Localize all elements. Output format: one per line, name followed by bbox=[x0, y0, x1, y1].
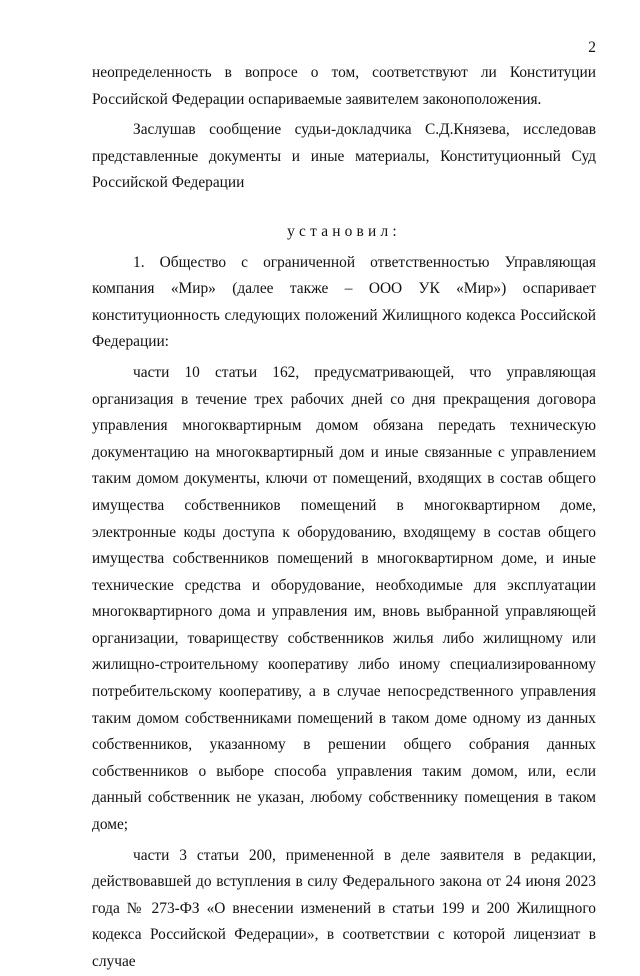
paragraph-article-200: части 3 статьи 200, примененной в деле заявителя в редакции, действовавшей до вступления в силу Федерального закона от 24 июня 2023 года № 273-ФЗ «О внесении изменений в статьи 199 и 200 Жилищного кодекса Российской Федерации», в соответствии с которой лицензиат в случае bbox=[92, 846, 596, 970]
section-heading-established: установил: bbox=[287, 222, 401, 240]
paragraph-hearing: Заслушав сообщение судьи-докладчика С.Д.Князева, исследовав представленные документы и иные материалы, Конституционный Суд Российской Федерации bbox=[92, 121, 596, 192]
document-body bbox=[92, 60, 596, 976]
paragraph-intro-continuation: неопределенность в вопросе о том, соответствуют ли Конституции Российской Федерации оспариваемые заявителем законоположения. bbox=[92, 64, 596, 108]
page-number: 2 bbox=[588, 39, 596, 56]
paragraph-article-162: части 10 статьи 162, предусматривающей, что управляющая организация в течение трех рабочих дней со дня прекращения договора управления многоквартирным домом обязана передать техническую документацию на многоквартирный дом и иные связанные с управлением таким домом документы, ключи от помещений, входящих в состав общего имущества собственников помещений в многоквартирном доме, электронные коды доступа к оборудованию, входящему в состав общего имущества собственников помещений в многоквартирном доме, и иные технические средства и оборудование, необходимые для эксплуатации многоквартирного дома и управления им, вновь выбранной управляющей организации, товариществу собственников жилья либо жилищному или жилищно-строительному кооперативу либо иному специализированному потребительскому кооперативу, а в случае непосредственного управления таким домом собственниками помещений в таком доме одному из данных собственников, указанному в решении общего собрания данных собственников о выборе способа управления таким домом, или, если данный собственник не указан, любому собственнику помещения в таком доме; bbox=[92, 363, 596, 834]
paragraph-applicant: 1. Общество с ограниченной ответственностью Управляющая компания «Мир» (далее также – ООО УК «Мир») оспаривает конституционность следующих положений Жилищного кодекса Российской Федерации: bbox=[92, 253, 596, 351]
